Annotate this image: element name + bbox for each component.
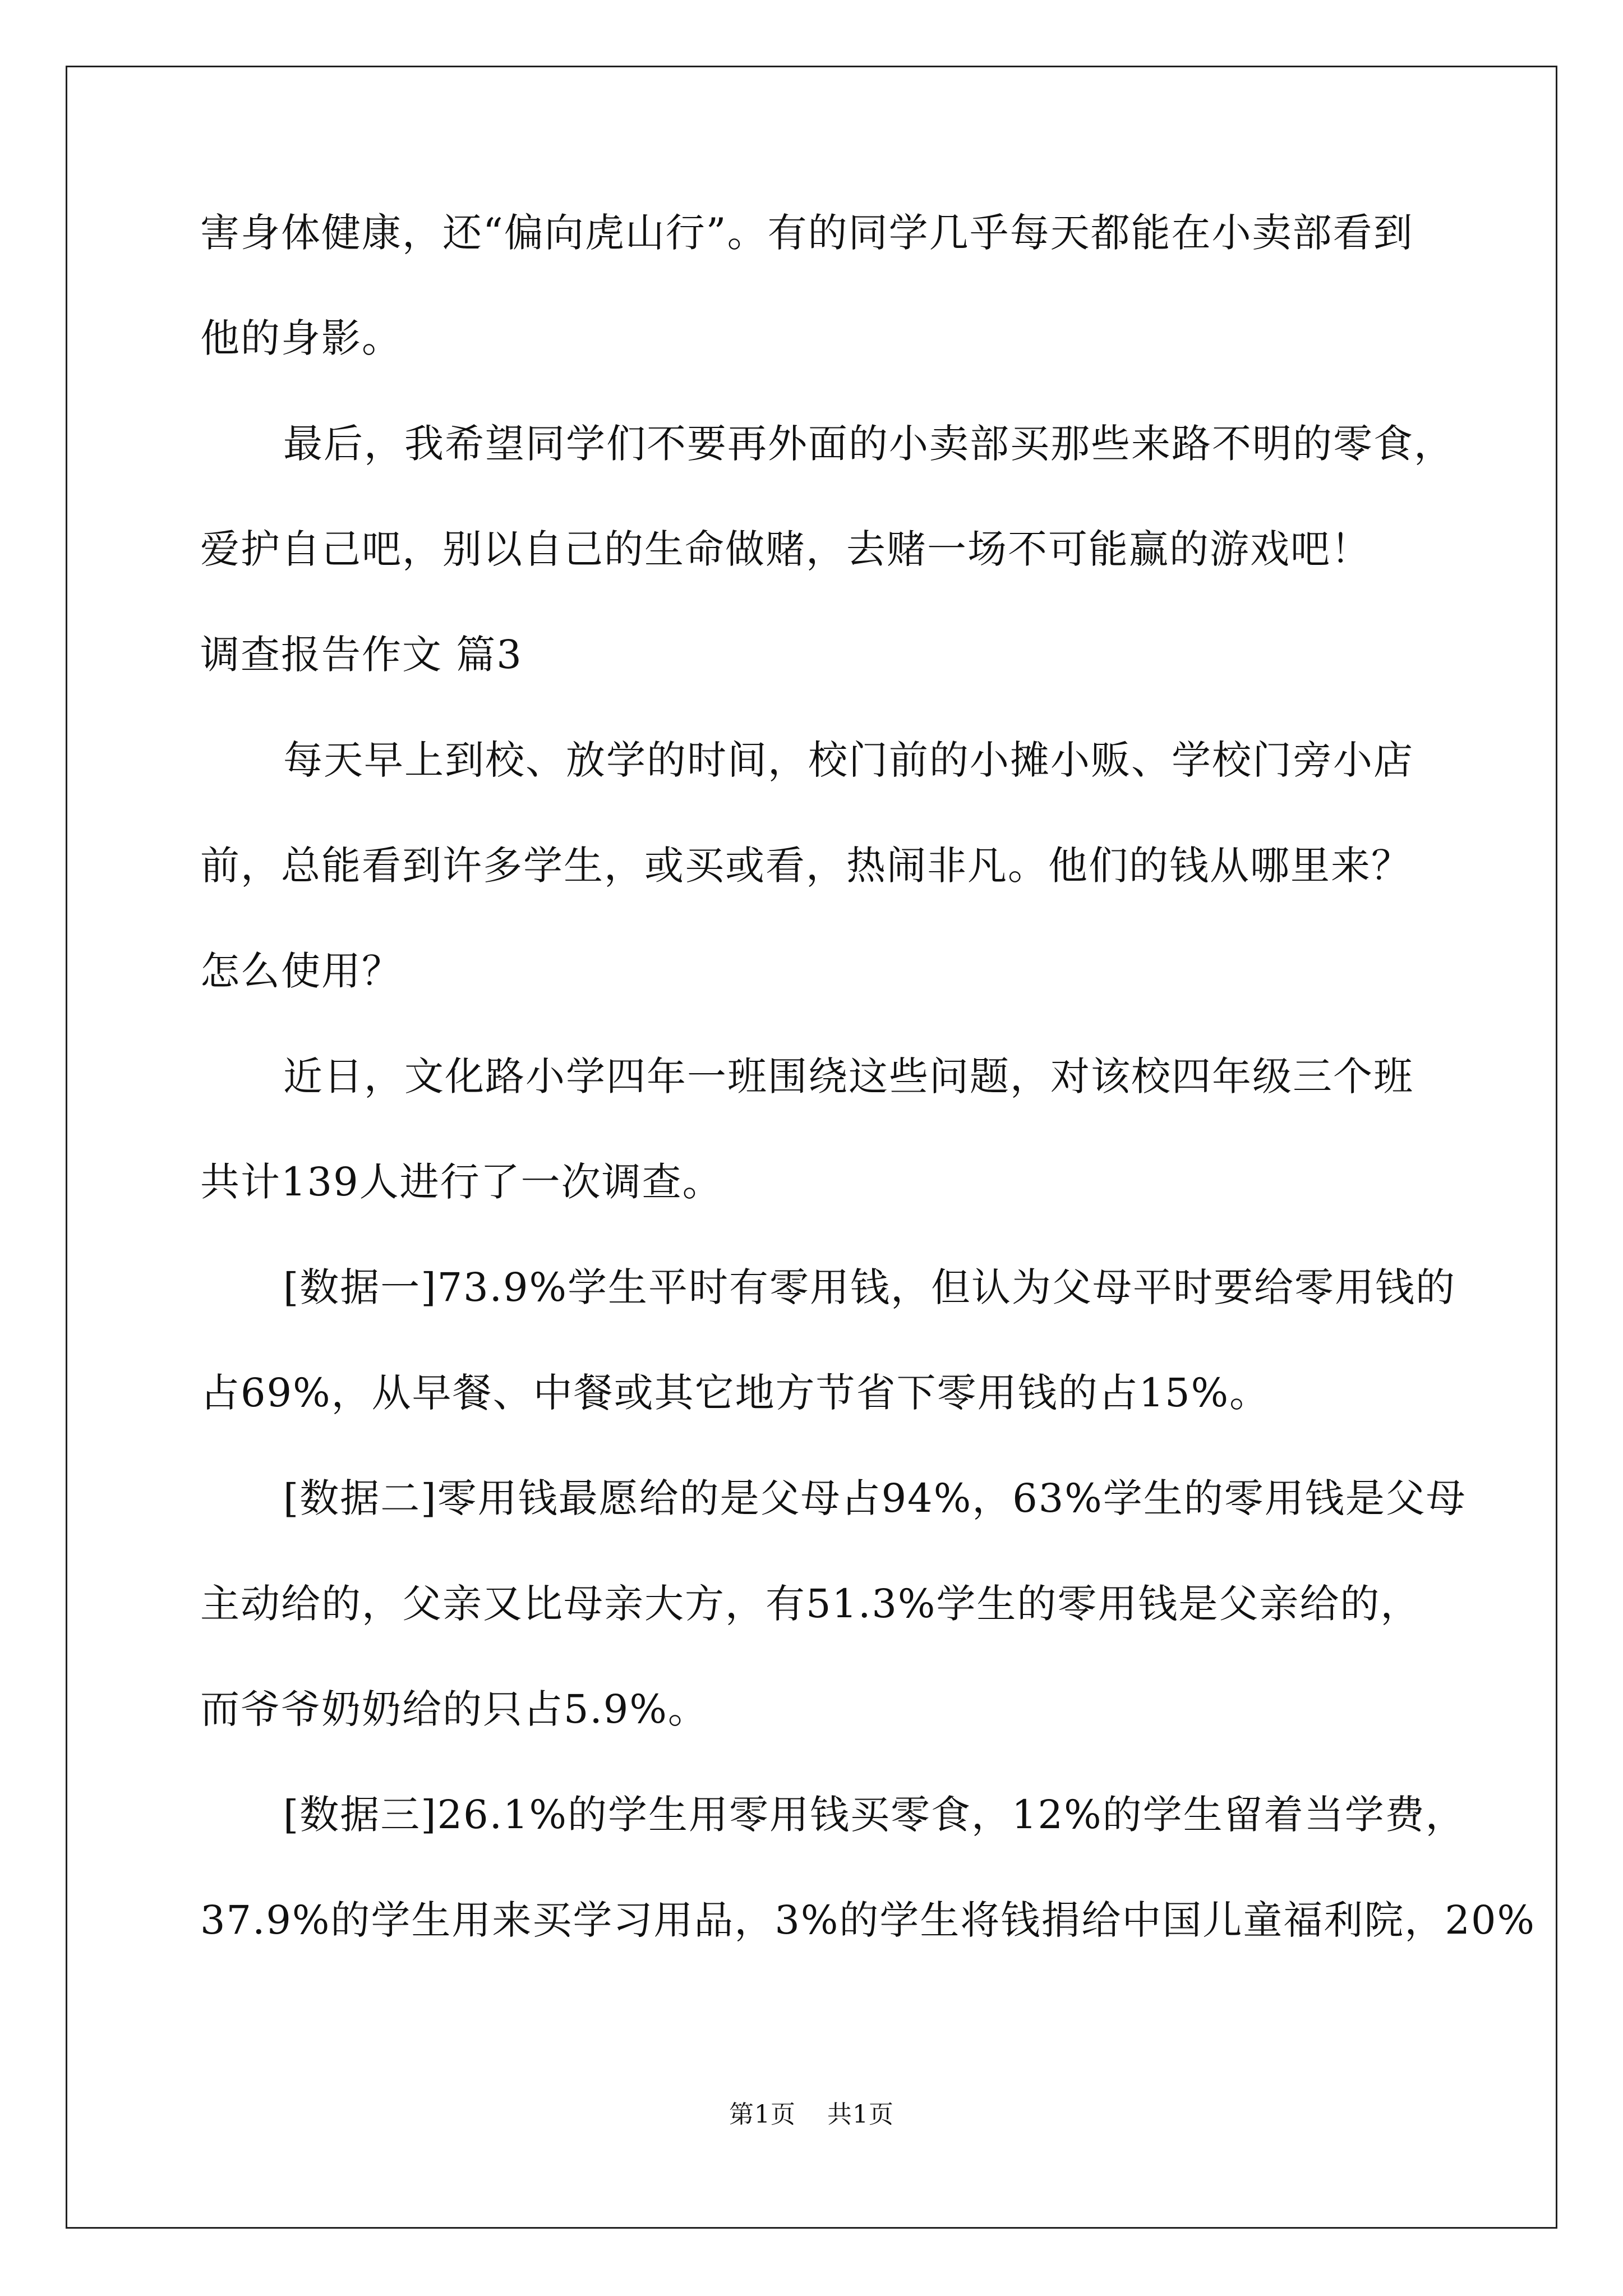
paragraph-start: [数据二]零用钱最愿给的是父母占94%，63%学生的零用钱是父母 — [283, 1475, 1467, 1521]
section-heading: 调查报告作文 篇3 — [200, 632, 523, 678]
text-line: 主动给的，父亲又比母亲大方，有51.3%学生的零用钱是父亲给的， — [200, 1581, 1421, 1627]
text-line: 他的身影。 — [200, 315, 402, 361]
text-line: 占69%，从早餐、中餐或其它地方节省下零用钱的占15%。 — [200, 1370, 1270, 1416]
paragraph-start: [数据三]26.1%的学生用零用钱买零食，12%的学生留着当学费， — [283, 1792, 1466, 1838]
page-number: 第1页 — [729, 2100, 796, 2129]
text-line: 而爷爷奶奶给的只占5.9%。 — [200, 1686, 708, 1732]
document-body — [200, 210, 1536, 2006]
page-total: 共1页 — [827, 2100, 894, 2129]
text-line: 爱护自己吧，别以自己的生命做赌，去赌一场不可能赢的游戏吧！ — [200, 526, 1371, 572]
paragraph-start: [数据一]73.9%学生平时有零用钱，但认为父母平时要给零用钱的 — [283, 1264, 1456, 1310]
page-footer — [0, 2102, 1623, 2127]
paragraph-start: 每天早上到校、放学的时间，校门前的小摊小贩、学校门旁小店 — [283, 737, 1414, 783]
text-line: 共计139人进行了一次调查。 — [200, 1159, 723, 1205]
paragraph-start: 最后，我希望同学们不要再外面的小卖部买那些来路不明的零食， — [283, 421, 1454, 467]
text-line: 害身体健康，还“偏向虎山行”。有的同学几乎每天都能在小卖部看到 — [200, 210, 1414, 256]
text-line: 怎么使用？ — [200, 948, 402, 994]
text-line: 前，总能看到许多学生，或买或看，热闹非凡。他们的钱从哪里来？ — [200, 843, 1412, 889]
text-line: 37.9%的学生用来买学习用品，3%的学生将钱捐给中国儿童福利院，20% — [200, 1897, 1536, 1943]
paragraph-start: 近日，文化路小学四年一班围绕这些问题，对该校四年级三个班 — [283, 1053, 1414, 1099]
